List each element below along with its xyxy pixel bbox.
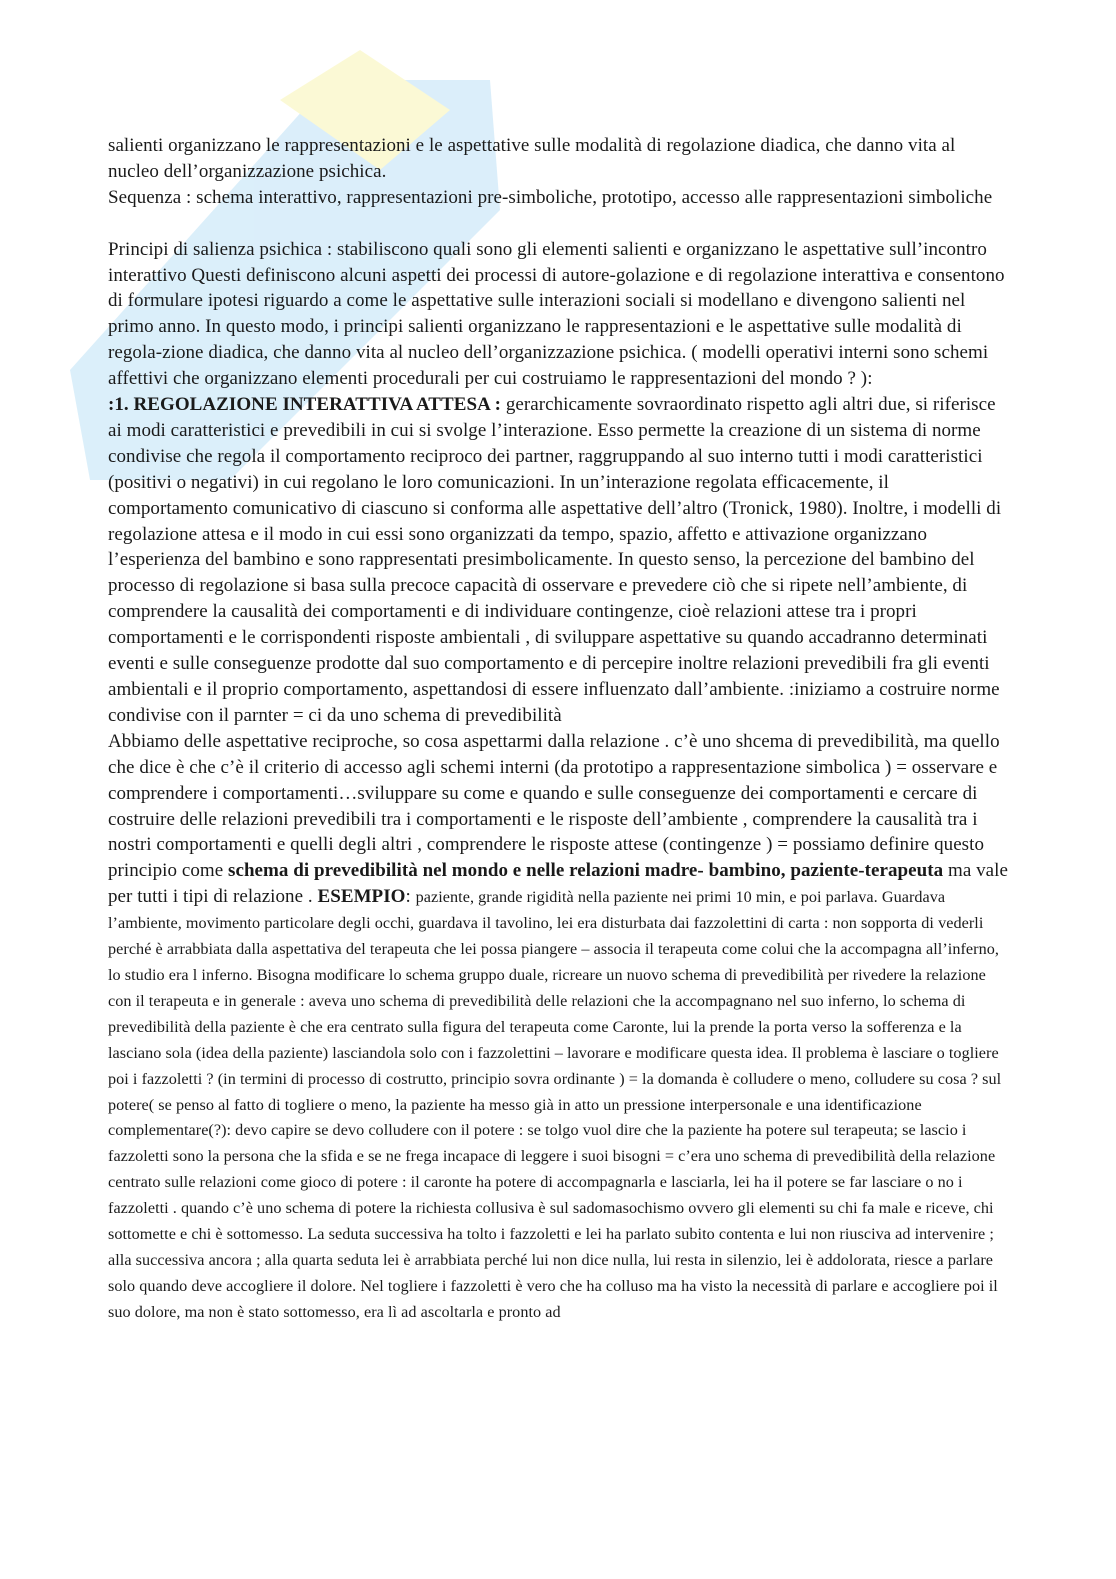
section-body: gerarchicamente sovraordinato rispetto agli altri due, si riferisce ai modi caratteristici e prevedibili in cui si svolge l’interazione. Esso permette la creazione di un sistema di norme condivise che regola il comportamento reciproco dei partner, raggruppando al suo interno tutti i modi caratteristici (positivi o negativi) in cui regolano le loro comunicazioni. In un’interazione regolata efficacemente, il comportamento comunicativo di ciascuno si conforma alle aspettative dell’altro (Tronick, 1980). Inoltre, i modelli di regolazione attesa e il modo in cui essi sono organizzati da tempo, spazio, affetto e attivazione organizzano l’esperienza del bambino e sono rappresentati presimbolicamente. In questo senso, la percezione del bambino del processo di regolazione si basa sulla precoce capacità di osservare e prevedere ciò che si ripete nell’ambiente, di comprendere la causalità dei comportamenti e di individuare contingenze, cioè relazioni attese tra i propri comportamenti e le corrispondenti risposte ambientali , di sviluppare aspettative su quando accadranno determinati eventi e sulle conseguenze prodotte dal suo comportamento e di percepire inoltre relazioni prevedibili fra gli eventi ambientali e il proprio comportamento, aspettandosi di essere influenzato dall’ambiente. :iniziamo a costruire norme condivise con il parnter = ci da uno schema di prevedibilità bbox=[108, 394, 1002, 726]
example-colon: : bbox=[405, 886, 411, 908]
paragraph-intro-continuation: salienti organizzano le rappresentazioni e le aspettative sulle modalità di regolazione diadica, che danno vita al nucleo dell’organizzazione psichica. bbox=[108, 135, 956, 182]
section-heading: :1. REGOLAZIONE INTERATTIVA ATTESA : bbox=[108, 394, 501, 416]
example-label: ESEMPIO bbox=[317, 886, 406, 908]
paragraph-expectations-tail: ma vale per tutti i tipi di relazione . bbox=[108, 860, 1008, 908]
paragraph-expectations-text: Abbiamo delle aspettative reciproche, so cosa aspettarmi dalla relazione . c’è uno shcema di prevedibilità, ma quello che dice è che c’è il criterio di accesso agli schemi interni (da prototipo a rappresentazione simbolica ) = osservare e comprendere i comportamenti…sviluppare su come e quando e sulle conseguenze dei comportamenti e cercare di costruire delle relazioni prevedibili tra i comportamenti e le risposte dell’ambiente , comprendere la causalità tra i nostri comportamenti e quelli degli altri , comprendere le risposte attese (contingenze ) = possiamo definire questo principio come bbox=[108, 730, 1000, 882]
paragraph-sequence: Sequenza : schema interattivo, rappresentazioni pre-simboliche, prototipo, accesso alle rappresentazioni simboliche bbox=[108, 186, 993, 208]
document-page bbox=[108, 133, 1008, 1325]
emphasis-schema: schema di prevedibilità nel mondo e nelle relazioni madre- bambino, paziente-terapeuta bbox=[228, 860, 944, 882]
paragraph-section-1 bbox=[108, 392, 1008, 729]
blank-line bbox=[108, 211, 1008, 237]
paragraph-expectations bbox=[108, 729, 1008, 1325]
example-text: paziente, grande rigidità nella paziente nei primi 10 min, e poi parlava. Guardava l’ambiente, movimento particolare degli occhi, guardava il tavolino, lei era disturbata dai fazzolettini di carta : non sopporta di vederli perché è arrabbiata dalla aspettativa del terapeuta che lei possa piangere – associa il terapeuta come colui che la accompagna all’inferno, lo studio era l inferno. Bisogna modificare lo schema gruppo duale, ricreare un nuovo schema di prevedibilità per rivedere la relazione con il terapeuta e in generale : aveva uno schema di prevedibilità delle relazioni che la accompagnano nel suo inferno, lo schema di prevedibilità della paziente è che era centrato sulla figura del terapeuta come Caronte, lui la prende la porta verso la sofferenza e la lasciano sola (idea della paziente) lasciandola solo con i fazzolettini – lavorare e modificare questa idea. Il problema è lasciare o togliere poi i fazzoletti ? (in termini di processo di costrutto, principio sovra ordinante ) = la domanda è colludere o meno, colludere su cosa ? sul potere( se penso al fatto di togliere o meno, la paziente ha messo già in atto un pressione interpersonale e una identificazione complementare(?): devo capire se devo colludere con il potere : se tolgo vuol dire che la paziente ha potere sul terapeuta; se lascio i fazzoletti sono la persona che la sfida e se ne frega incapace di leggere i suoi bisogni = c’era uno schema di prevedibilità della relazione centrato sulle relazioni come gioco di potere : il caronte ha potere di accompagnarla e lasciarla, lei ha il potere se far lasciare o no i fazzoletti . quando c’è uno schema di potere la richiesta collusiva è sul sadomasochismo ovvero gli elementi su chi fa male e riceve, chi sottomette e chi è sottomesso. La seduta successiva ha tolto i fazzoletti e lei ha parlato subito contenta e lui non riusciva ad intervenire ; alla successiva ancora ; alla quarta seduta lei è arrabbiata perché lui non dice nulla, lui resta in silenzio, lei è addolorata, riesce a parlare solo quando deve accogliere il dolore. Nel togliere i fazzoletti è vero che ha colluso ma ha visto la necessità di parlare e accogliere poi il suo dolore, ma non è stato sottomesso, era lì ad ascoltarla e pronto ad bbox=[108, 888, 1002, 1321]
paragraph-principles: Principi di salienza psichica : stabiliscono quali sono gli elementi salienti e organizzano le aspettative sull’incontro interattivo Questi definiscono alcuni aspetti dei processi di autore-golazione e di regolazione interattiva e consentono di formulare ipotesi riguardo a come le aspettative sulle interazioni sociali si modellano e divengono salienti nel primo anno. In questo modo, i principi salienti organizzano le rappresentazioni e le aspettative sulle modalità di regola-zione diadica, che danno vita al nucleo dell’organizzazione psichica. ( modelli operativi interni sono schemi affettivi che organizzano elementi procedurali per cui costruiamo le rappresentazioni del mondo ? ): bbox=[108, 238, 1005, 390]
